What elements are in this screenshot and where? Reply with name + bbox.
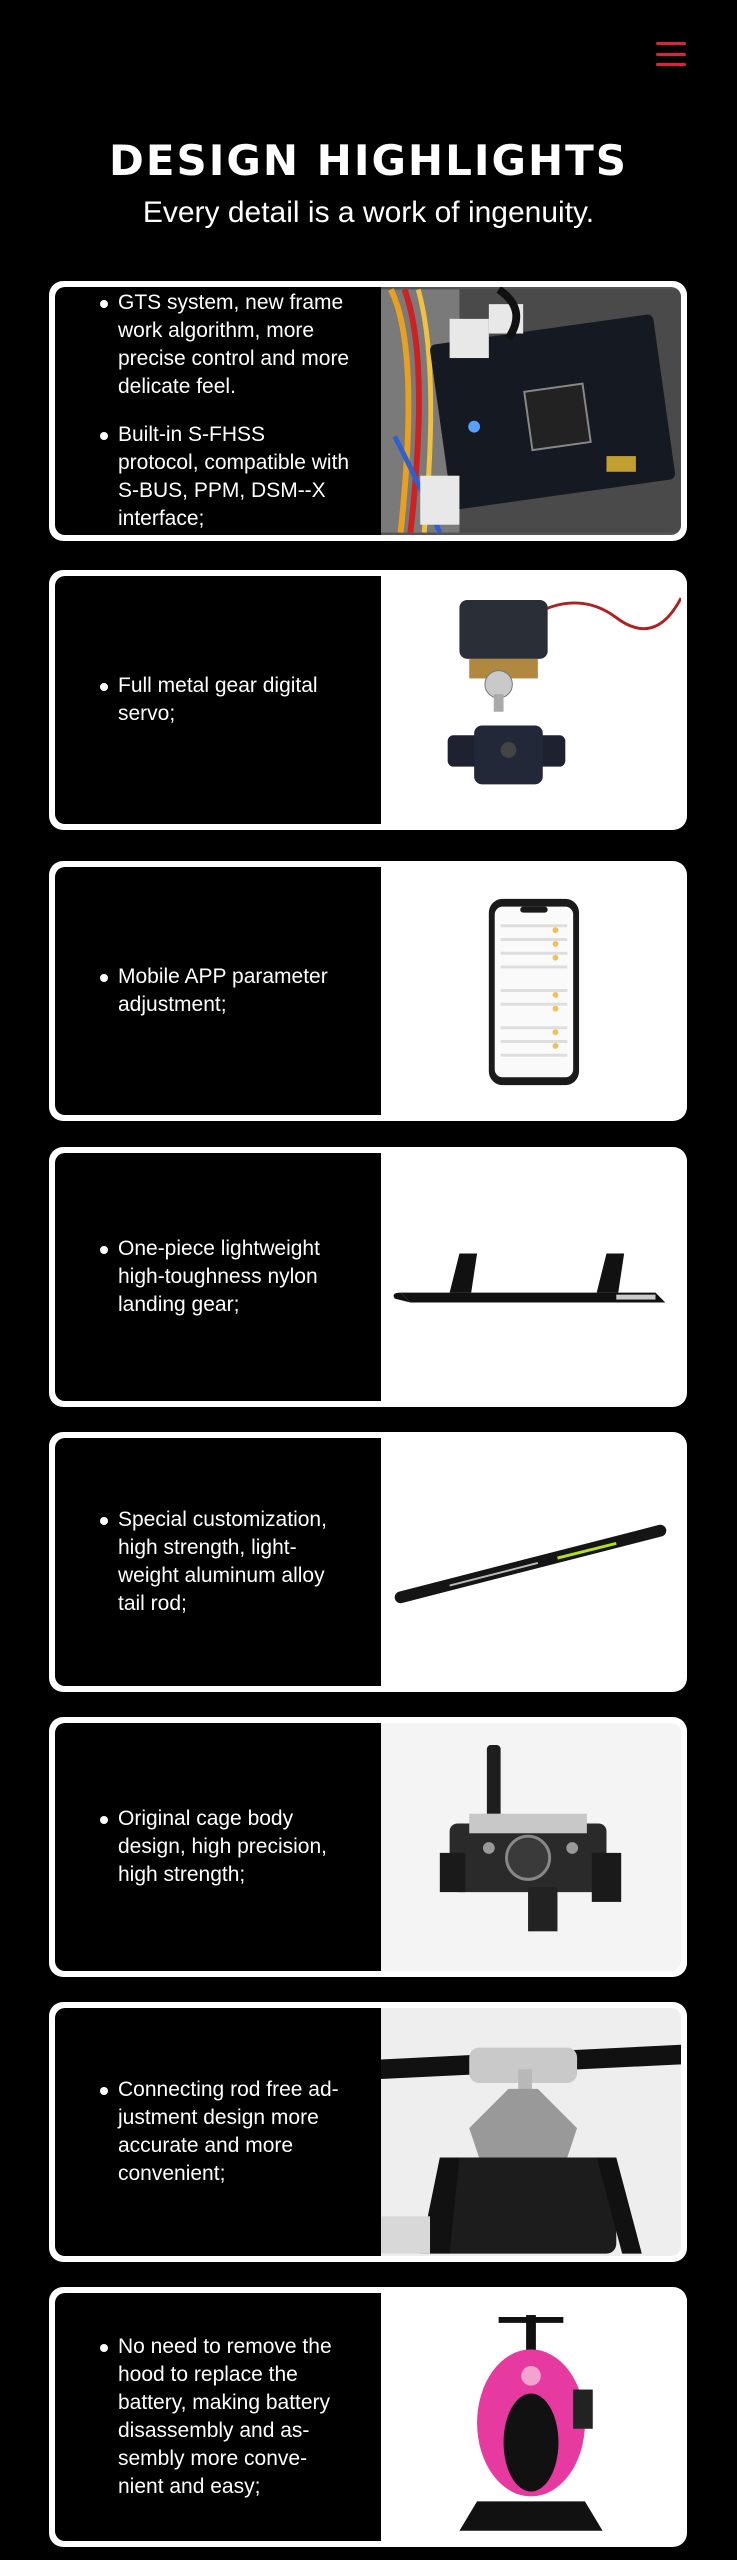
feature-card-servo bbox=[49, 570, 687, 830]
feature-card-cage-body bbox=[49, 1717, 687, 1977]
feature-bullet: Special customization, high strength, light-weight aluminum alloy tail rod; bbox=[100, 1506, 351, 1618]
servo-image bbox=[381, 576, 681, 824]
tail-rod-image bbox=[381, 1438, 681, 1686]
feature-card-app bbox=[49, 861, 687, 1121]
page-subtitle: Every detail is a work of ingenuity. bbox=[142, 196, 595, 229]
feature-bullet: Connecting rod free ad-justment design more accurate and more convenient; bbox=[100, 2076, 351, 2188]
feature-card-rotor-head bbox=[49, 2002, 687, 2262]
feature-bullet: Full metal gear digital servo; bbox=[100, 672, 351, 728]
feature-text bbox=[55, 576, 381, 824]
feature-bullet: GTS system, new frame work algorithm, more precise control and more delicate feel. bbox=[100, 289, 351, 401]
feature-card-landing-gear bbox=[49, 1147, 687, 1407]
page-title: DESIGN HIGHLIGHTS bbox=[109, 136, 628, 185]
hamburger-menu-icon[interactable] bbox=[656, 42, 686, 66]
feature-text bbox=[55, 287, 381, 535]
feature-text bbox=[55, 2293, 381, 2541]
feature-bullet: One-piece lightweight high-toughness nylon landing gear; bbox=[100, 1235, 351, 1319]
feature-bullet: Mobile APP parameter adjustment; bbox=[100, 963, 351, 1019]
feature-bullet: Original cage body design, high precision, high strength; bbox=[100, 1805, 351, 1889]
feature-card-canopy bbox=[49, 2287, 687, 2547]
feature-text bbox=[55, 1153, 381, 1401]
feature-bullet: No need to remove the hood to replace the battery, making battery disassembly and as-sembly more conve-nient and easy; bbox=[100, 2333, 351, 2501]
feature-text bbox=[55, 867, 381, 1115]
helicopter-canopy-image bbox=[381, 2293, 681, 2541]
feature-text bbox=[55, 2008, 381, 2256]
feature-text bbox=[55, 1723, 381, 1971]
phone-app-image bbox=[381, 867, 681, 1115]
flight-controller-board-image bbox=[381, 287, 681, 535]
rotor-head-image bbox=[381, 2008, 681, 2256]
feature-card-controller bbox=[49, 281, 687, 541]
landing-gear-image bbox=[381, 1153, 681, 1401]
feature-bullet: Built-in S-FHSS protocol, compatible with S-BUS, PPM, DSM--X interface; bbox=[100, 421, 351, 533]
cage-body-image bbox=[381, 1723, 681, 1971]
feature-text bbox=[55, 1438, 381, 1686]
feature-card-tail-rod bbox=[49, 1432, 687, 1692]
